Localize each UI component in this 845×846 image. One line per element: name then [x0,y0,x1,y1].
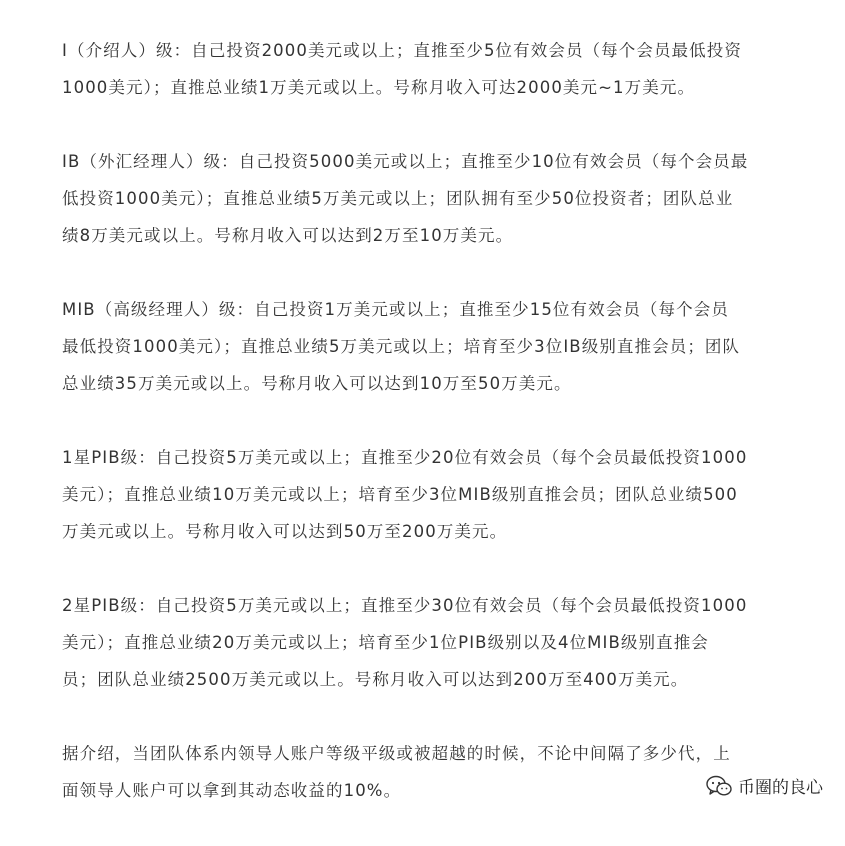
paragraph-1-star-pib-level [62,439,827,550]
text-line: IB（外汇经理人）级：自己投资5000美元或以上；直推至少10位有效会员（每个会员最 [62,152,749,171]
text-line: 最低投资1000美元）；直推总业绩5万美元或以上；培育至少3位IB级别直推会员；团队 [62,337,741,356]
text-line: 据介绍，当团队体系内领导人账户等级平级或被超越的时候，不论中间隔了多少代，上 [62,744,731,763]
wechat-icon [706,775,732,797]
text-line: 员；团队总业绩2500万美元或以上。号称月收入可以达到200万至400万美元。 [62,670,689,689]
text-line: 万美元或以上。号称月收入可以达到50万至200万美元。 [62,522,508,541]
paragraph-i-level [62,32,827,106]
article-body [62,32,827,846]
text-line: 美元）；直推总业绩20万美元或以上；培育至少1位PIB级别以及4位MIB级别直推会 [62,633,709,652]
paragraph-ib-level [62,143,827,254]
text-line: 美元）；直推总业绩10万美元或以上；培育至少3位MIB级别直推会员；团队总业绩500 [62,485,738,504]
text-line: 1000美元）；直推总业绩1万美元或以上。号称月收入可达2000美元~1万美元。 [62,78,696,97]
watermark [706,773,823,798]
text-line: 1星PIB级：自己投资5万美元或以上；直推至少20位有效会员（每个会员最低投资1000 [62,448,748,467]
watermark-text: 币圈的良心 [738,778,823,798]
text-line: 面领导人账户可以拿到其动态收益的10%。 [62,781,402,800]
text-line: 2星PIB级：自己投资5万美元或以上；直推至少30位有效会员（每个会员最低投资1000 [62,596,748,615]
text-line: 低投资1000美元）；直推总业绩5万美元或以上；团队拥有至少50位投资者；团队总业 [62,189,734,208]
paragraph-mib-level [62,291,827,402]
text-line: 总业绩35万美元或以上。号称月收入可以达到10万至50万美元。 [62,374,572,393]
paragraph-2-star-pib-level [62,587,827,698]
text-line: 绩8万美元或以上。号称月收入可以达到2万至10万美元。 [62,226,514,245]
text-line: MIB（高级经理人）级：自己投资1万美元或以上；直推至少15位有效会员（每个会员 [62,300,729,319]
text-line: I（介绍人）级：自己投资2000美元或以上；直推至少5位有效会员（每个会员最低投资 [62,41,742,60]
